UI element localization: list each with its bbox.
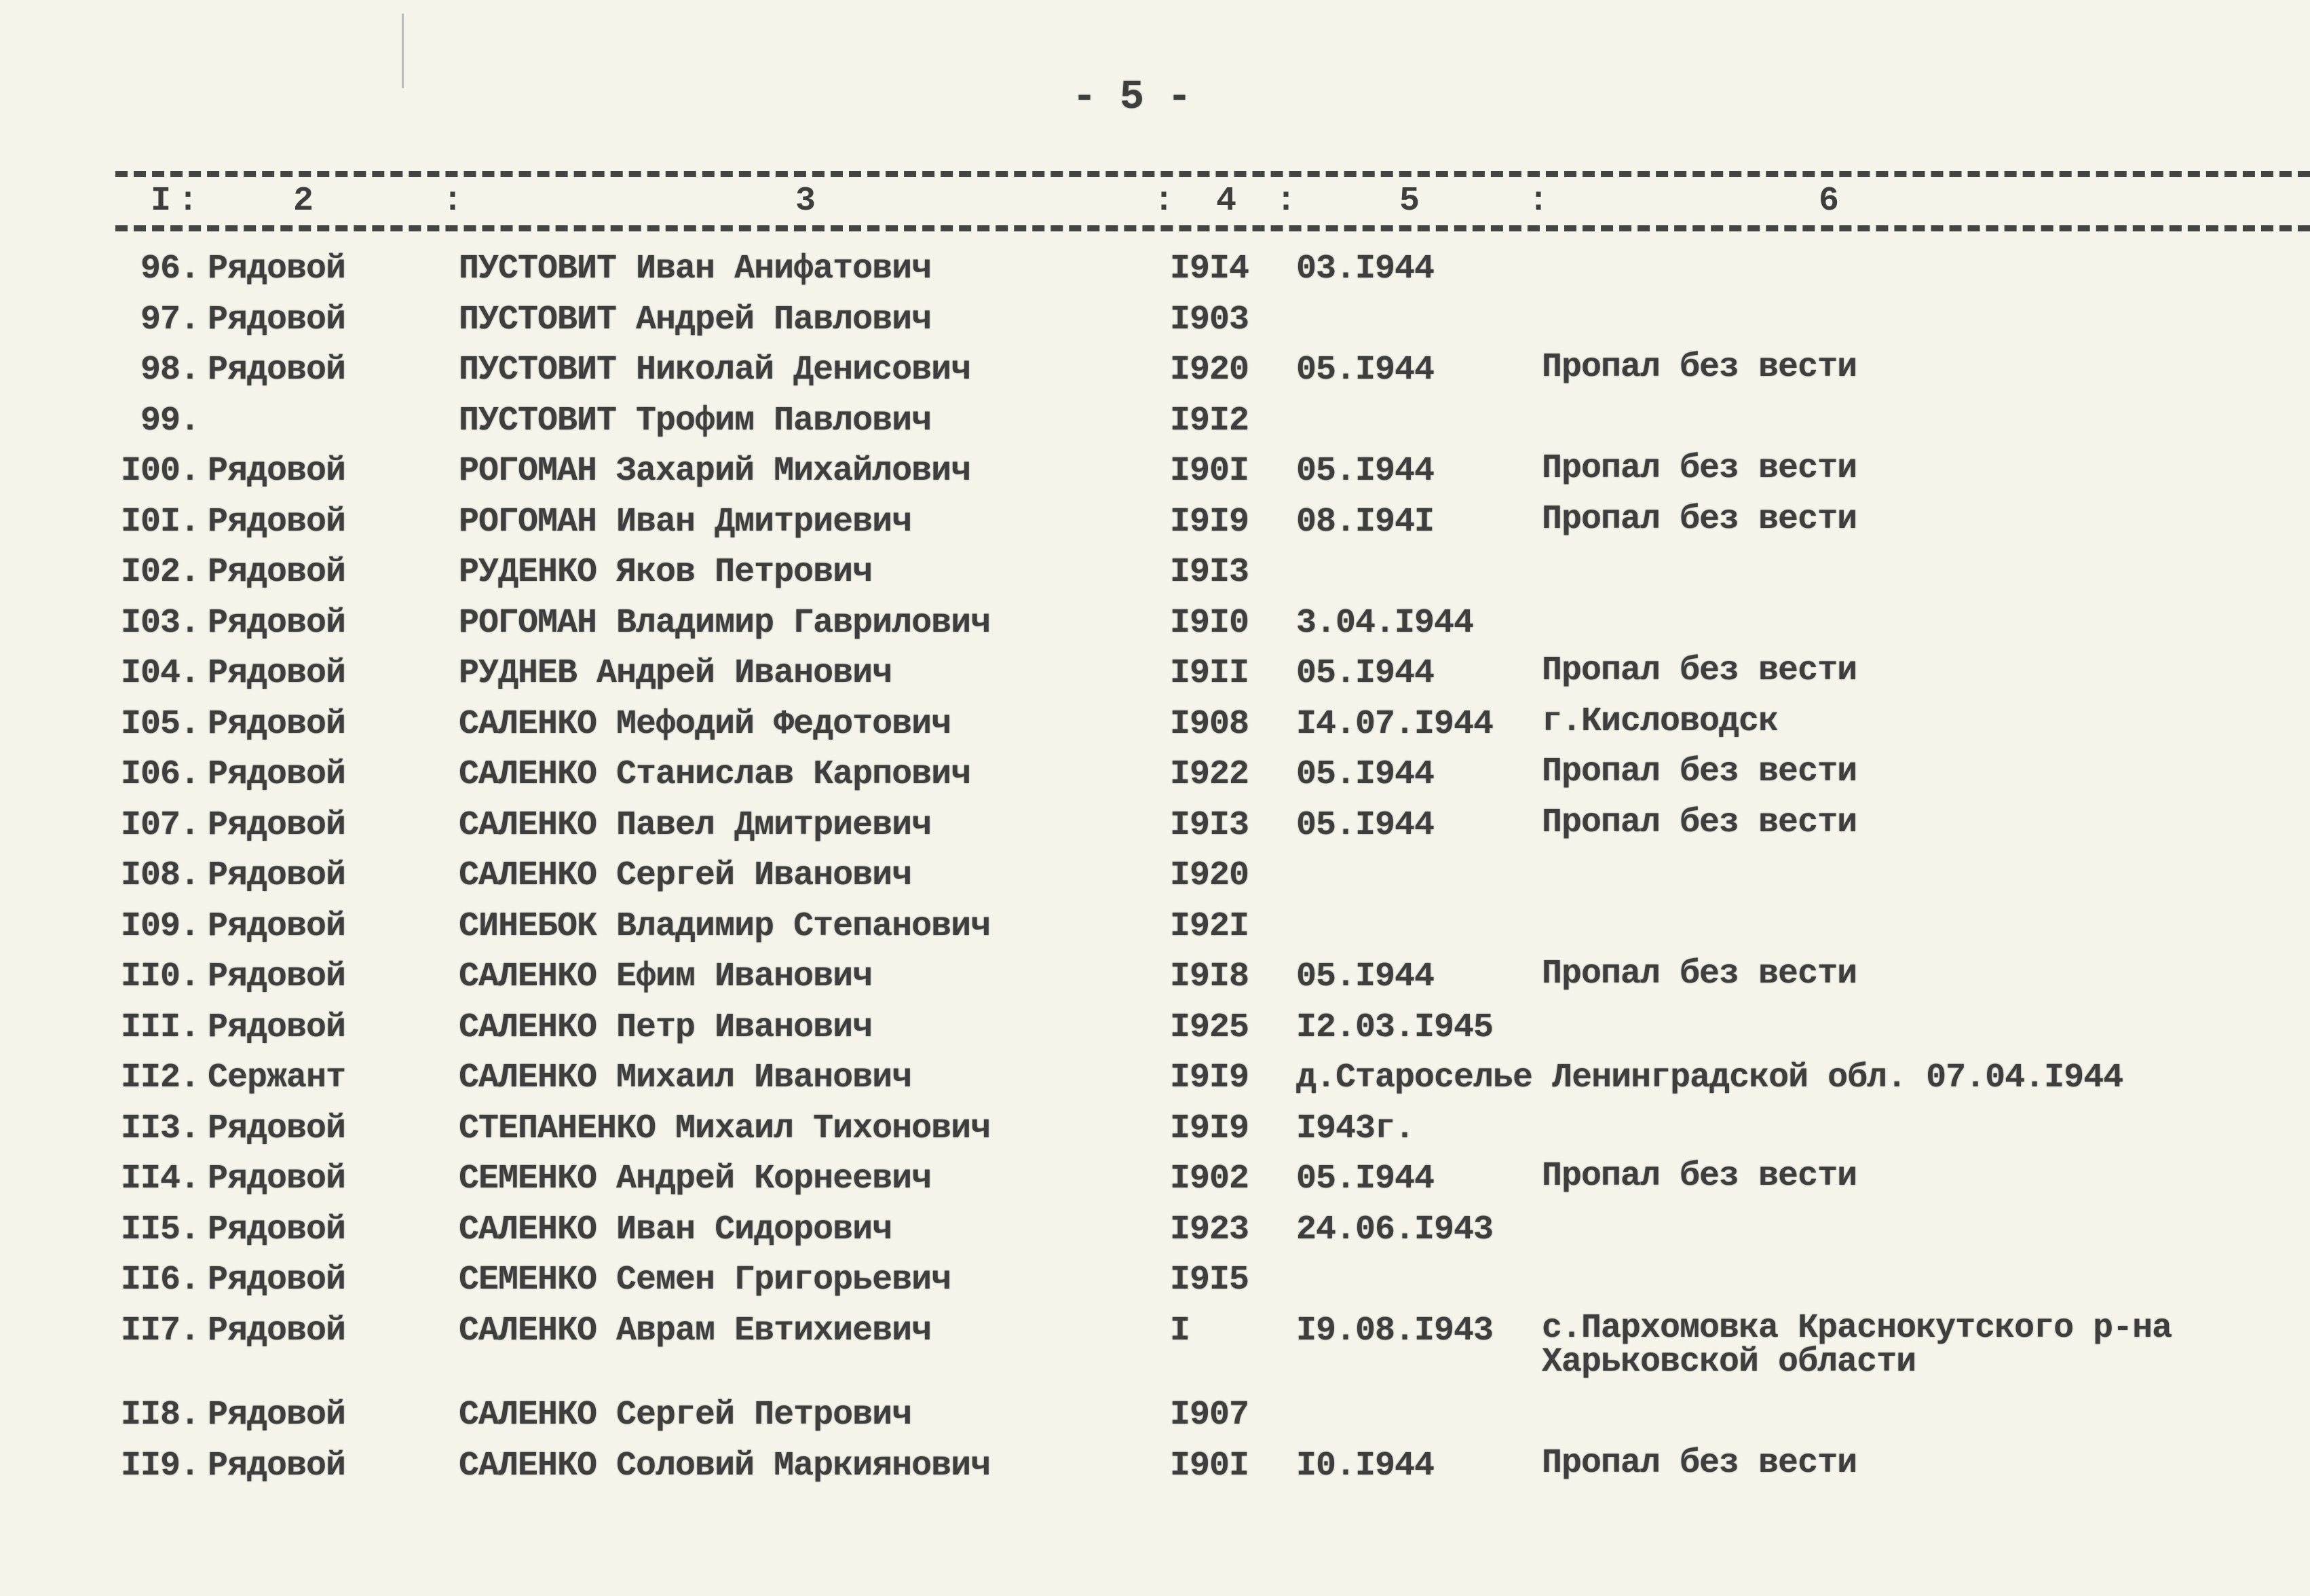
table-row xyxy=(0,250,2310,300)
row-birth-year: I9I3 xyxy=(1170,553,1249,592)
row-date: I4.07.I944 xyxy=(1296,704,1494,744)
row-number: I06. xyxy=(120,755,200,794)
row-number: II9. xyxy=(120,1446,200,1485)
row-rank: Рядовой xyxy=(208,603,346,643)
row-name: РУДЕНКО Яков Петрович xyxy=(459,553,873,592)
row-number: II5. xyxy=(120,1210,200,1249)
row-number: I05. xyxy=(120,704,200,744)
table-row xyxy=(0,301,2310,351)
column-header-2: 2 xyxy=(293,182,314,221)
row-rank: Рядовой xyxy=(208,1396,346,1434)
table-row xyxy=(0,755,2310,805)
row-birth-year: I9I0 xyxy=(1170,603,1249,643)
row-name: САЛЕНКО Соловий Маркиянович xyxy=(459,1446,991,1485)
table-row xyxy=(0,1157,2310,1210)
row-note: Пропал без вести xyxy=(1542,955,1857,993)
row-rank: Рядовой xyxy=(208,250,346,288)
table-row xyxy=(0,907,2310,957)
table-row xyxy=(0,402,2310,452)
row-name: РОГОМАН Владимир Гаврилович xyxy=(459,603,991,643)
row-name: САЛЕНКО Михаил Иванович xyxy=(459,1059,912,1097)
row-date: I2.03.I945 xyxy=(1296,1008,1494,1047)
row-name: САЛЕНКО Павел Дмитриевич xyxy=(459,805,932,845)
row-birth-year: I9I8 xyxy=(1170,957,1249,996)
table-row xyxy=(0,1443,2310,1497)
table-row xyxy=(0,702,2310,755)
row-rank: Рядовой xyxy=(208,1261,346,1299)
row-rank: Рядовой xyxy=(208,805,346,845)
row-number: II8. xyxy=(120,1396,200,1434)
row-name: САЛЕНКО Ефим Иванович xyxy=(459,957,873,996)
row-name: ПУСТОВИТ Иван Анифатович xyxy=(459,250,932,288)
column-separator: : xyxy=(1276,182,1297,221)
row-number: I09. xyxy=(120,907,200,946)
row-date: 05.I944 xyxy=(1296,654,1435,693)
row-birth-year: I xyxy=(1170,1311,1190,1350)
column-separator: : xyxy=(442,182,463,221)
table-row xyxy=(0,499,2310,553)
row-number: I08. xyxy=(120,856,200,895)
row-birth-year: I9I3 xyxy=(1170,805,1249,845)
row-birth-year: I92I xyxy=(1170,907,1249,946)
row-birth-year: I9I5 xyxy=(1170,1261,1249,1299)
row-rank: Сержант xyxy=(208,1059,346,1097)
row-number: II4. xyxy=(120,1160,200,1198)
row-name: САЛЕНКО Петр Иванович xyxy=(459,1008,873,1047)
column-header-1: I xyxy=(151,182,172,221)
row-rank: Рядовой xyxy=(208,452,346,491)
row-name: СТЕПАНЕНКО Михаил Тихонович xyxy=(459,1109,991,1148)
row-number: I00. xyxy=(120,452,200,491)
row-birth-year: I9I9 xyxy=(1170,1059,1249,1097)
row-rank: Рядовой xyxy=(208,351,346,390)
row-rank: Рядовой xyxy=(208,1210,346,1249)
table-row xyxy=(0,449,2310,502)
row-name: РОГОМАН Захарий Михайлович xyxy=(459,452,971,491)
row-birth-year: I902 xyxy=(1170,1160,1249,1198)
row-number: III. xyxy=(120,1008,200,1047)
row-name: ПУСТОВИТ Трофим Павлович xyxy=(459,401,932,440)
row-date: 05.I944 xyxy=(1296,805,1435,845)
row-rank: Рядовой xyxy=(208,1311,346,1350)
table-row xyxy=(0,957,2310,1008)
row-rank: Рядовой xyxy=(208,300,346,339)
row-name: СИНЕБОК Владимир Степанович xyxy=(459,907,991,946)
row-number: II2. xyxy=(120,1059,200,1097)
row-birth-year: I9I9 xyxy=(1170,1109,1249,1148)
row-birth-year: I9II xyxy=(1170,654,1249,693)
row-name: САЛЕНКО Станислав Карпович xyxy=(459,755,971,794)
header-top-rule xyxy=(115,171,2310,177)
table-row xyxy=(0,348,2310,401)
row-note: Пропал без вести xyxy=(1542,1443,1857,1483)
row-date: I9.08.I943 xyxy=(1296,1311,1494,1350)
row-note: Пропал без вести xyxy=(1542,499,1857,539)
row-rank: Рядовой xyxy=(208,907,346,946)
row-rank: Рядовой xyxy=(208,1008,346,1047)
row-name: САЛЕНКО Аврам Евтихиевич xyxy=(459,1311,932,1350)
header-bottom-rule xyxy=(115,225,2310,231)
row-number: 96. xyxy=(140,250,200,288)
row-name: ПУСТОВИТ Николай Денисович xyxy=(459,351,971,390)
table-row xyxy=(0,1211,2310,1261)
row-birth-year: I922 xyxy=(1170,755,1249,794)
row-birth-year: I925 xyxy=(1170,1008,1249,1047)
row-rank: Рядовой xyxy=(208,553,346,592)
row-number: I03. xyxy=(120,603,200,643)
column-header-5: 5 xyxy=(1399,182,1420,221)
column-separator: : xyxy=(1528,182,1549,221)
row-number: II6. xyxy=(120,1261,200,1299)
table-row xyxy=(0,1308,2310,1382)
row-name: САЛЕНКО Сергей Иванович xyxy=(459,856,912,895)
row-number: I07. xyxy=(120,805,200,845)
row-number: I02. xyxy=(120,553,200,592)
row-name: ПУСТОВИТ Андрей Павлович xyxy=(459,300,932,339)
table-row xyxy=(0,1008,2310,1059)
row-birth-year: I9I2 xyxy=(1170,401,1249,440)
row-note: Пропал без вести xyxy=(1542,753,1857,791)
row-birth-year: I9I4 xyxy=(1170,250,1249,288)
row-note: г.Кисловодск xyxy=(1542,702,1779,741)
row-note: с.Пархомовка Краснокутского р-на Харьковской области xyxy=(1542,1308,2172,1382)
row-note: Пропал без вести xyxy=(1542,449,1857,488)
row-date: 05.I944 xyxy=(1296,452,1435,491)
table-row xyxy=(0,1396,2310,1446)
row-date: 05.I944 xyxy=(1296,351,1435,390)
row-name: РОГОМАН Иван Дмитриевич xyxy=(459,502,912,542)
table-row xyxy=(0,604,2310,654)
row-number: I0I. xyxy=(120,502,200,542)
page-number: - 5 - xyxy=(1072,75,1192,121)
row-birth-year: I903 xyxy=(1170,300,1249,339)
row-note: Пропал без вести xyxy=(1542,1157,1857,1196)
row-rank: Рядовой xyxy=(208,856,346,895)
row-date: 05.I944 xyxy=(1296,957,1435,996)
row-rank: Рядовой xyxy=(208,1446,346,1485)
row-number: 99. xyxy=(140,401,200,440)
column-header-3: 3 xyxy=(795,182,816,221)
row-birth-year: I920 xyxy=(1170,351,1249,390)
row-date: 03.I944 xyxy=(1296,250,1435,288)
row-date: I943г. xyxy=(1296,1109,1415,1148)
row-rank: Рядовой xyxy=(208,502,346,542)
row-birth-year: I90I xyxy=(1170,452,1249,491)
row-note: Пропал без вести xyxy=(1542,348,1857,387)
row-name: САЛЕНКО Мефодий Федотович xyxy=(459,704,951,744)
table-row xyxy=(0,1059,2310,1109)
table-row xyxy=(0,1109,2310,1160)
column-separator: : xyxy=(1154,182,1175,221)
row-name: СЕМЕНКО Семен Григорьевич xyxy=(459,1261,951,1299)
paper-fold-mark xyxy=(402,14,404,88)
column-header-6: 6 xyxy=(1819,182,1840,221)
table-row xyxy=(0,651,2310,704)
row-birth-year: I90I xyxy=(1170,1446,1249,1485)
row-note: Пропал без вести xyxy=(1542,651,1857,690)
table-row xyxy=(0,1261,2310,1311)
row-note: Пропал без вести xyxy=(1542,803,1857,842)
row-rank: Рядовой xyxy=(208,704,346,744)
row-number: 97. xyxy=(140,300,200,339)
row-birth-year: I923 xyxy=(1170,1210,1249,1249)
row-date: д.Староселье Ленинградской обл. 07.04.I944 xyxy=(1296,1059,2123,1097)
row-name: РУДНЕВ Андрей Иванович xyxy=(459,654,892,693)
row-name: САЛЕНКО Иван Сидорович xyxy=(459,1210,892,1249)
row-date: 05.I944 xyxy=(1296,1160,1435,1198)
table-row xyxy=(0,553,2310,603)
row-number: I04. xyxy=(120,654,200,693)
row-number: 98. xyxy=(140,351,200,390)
row-date: 3.04.I944 xyxy=(1296,603,1474,643)
row-rank: Рядовой xyxy=(208,957,346,996)
column-separator: : xyxy=(178,182,199,221)
row-date: 08.I94I xyxy=(1296,502,1435,542)
row-birth-year: I907 xyxy=(1170,1396,1249,1434)
row-name: САЛЕНКО Сергей Петрович xyxy=(459,1396,912,1434)
row-birth-year: I920 xyxy=(1170,856,1249,895)
row-date: I0.I944 xyxy=(1296,1446,1435,1485)
row-rank: Рядовой xyxy=(208,1109,346,1148)
table-row xyxy=(0,856,2310,907)
row-rank: Рядовой xyxy=(208,654,346,693)
row-birth-year: I9I9 xyxy=(1170,502,1249,542)
row-rank: Рядовой xyxy=(208,755,346,794)
row-number: II0. xyxy=(120,957,200,996)
row-rank: Рядовой xyxy=(208,1160,346,1198)
row-number: II3. xyxy=(120,1109,200,1148)
row-name: СЕМЕНКО Андрей Корнеевич xyxy=(459,1160,932,1198)
row-date: 05.I944 xyxy=(1296,755,1435,794)
row-number: II7. xyxy=(120,1311,200,1350)
row-birth-year: I908 xyxy=(1170,704,1249,744)
column-header-4: 4 xyxy=(1216,182,1237,221)
table-row xyxy=(0,803,2310,856)
row-date: 24.06.I943 xyxy=(1296,1210,1494,1249)
